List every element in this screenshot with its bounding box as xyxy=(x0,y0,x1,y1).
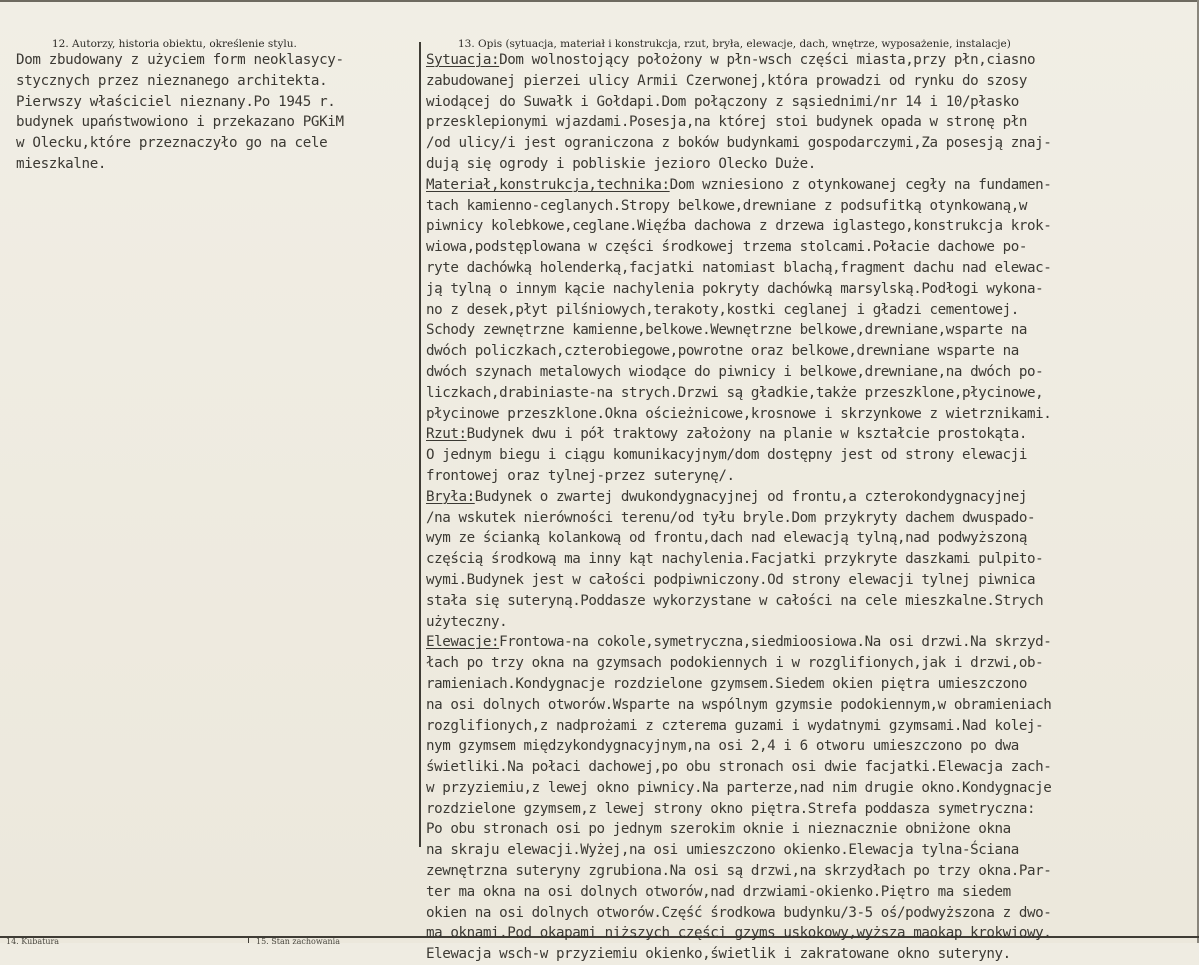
history-line: Dom zbudowany z użyciem form neoklasycy- xyxy=(16,52,344,68)
line-text: /od ulicy/i jest ograniczona z boków budynkami gospodarczymi,Za posesją znaj- xyxy=(426,135,1052,152)
line-text: ramieniach.Kondygnacje rozdzielone gzymsem.Siedem okien piętra umieszczono xyxy=(426,675,1027,692)
line-text: wiodącej do Suwałk i Gołdapi.Dom połączony z sąsiednimi/nr 14 i 10/płasko xyxy=(426,93,1019,110)
history-line: mieszkalne. xyxy=(16,155,107,172)
description-line xyxy=(426,716,1196,737)
section-label: Materiał,konstrukcja,technika: xyxy=(426,176,670,193)
column-divider xyxy=(419,42,421,847)
description-line xyxy=(426,736,1196,757)
line-text: częścią środkową ma inny kąt nachylenia.Facjatki przykryte daszkami pulpito- xyxy=(426,551,1044,568)
line-text: liczkach,drabiniaste-na strych.Drzwi są gładkie,także przeszklone,płycinowe, xyxy=(426,384,1044,401)
description-line xyxy=(426,632,1196,653)
line-text: Frontowa-na cokole,symetryczna,siedmioosiowa.Na osi drzwi.Na skrzyd- xyxy=(499,634,1052,651)
line-text: stała się suteryną.Poddasze wykorzystane w całości na cele mieszkalne.Strych xyxy=(426,592,1044,609)
description-line xyxy=(426,549,1196,570)
line-text: wiowa,podstęplowana w części środkowej trzema stolcami.Połacie dachowe po- xyxy=(426,239,1027,256)
footer-right-label: 15. Stan zachowania xyxy=(256,937,340,946)
line-text: /na wskutek nierówności terenu/od tyłu bryle.Dom przykryty dachem dwuspado- xyxy=(426,509,1036,526)
description-line xyxy=(426,424,1196,445)
line-text: na osi dolnych otworów.Wsparte na wspólnym gzymsie podokiennym,w obramieniach xyxy=(426,696,1052,713)
description-line xyxy=(426,320,1196,341)
section-label: Bryła: xyxy=(426,488,475,505)
description-line xyxy=(426,404,1196,425)
line-text: ma oknami.Pod okapami niższych części gzyms uskokowy,wyższa maokap krokwiowy. xyxy=(426,925,1052,942)
description-line xyxy=(426,300,1196,321)
description-line xyxy=(426,778,1196,799)
line-text: O jednym biegu i ciągu komunikacyjnym/dom dostępny jest od strony elewacji xyxy=(426,447,1027,464)
description-line xyxy=(426,923,1196,944)
history-line: stycznych przez nieznanego architekta. xyxy=(16,72,328,89)
line-text: użyteczny. xyxy=(426,613,508,630)
description-line xyxy=(426,362,1196,383)
description-line xyxy=(426,383,1196,404)
description-line xyxy=(426,237,1196,258)
description-line xyxy=(426,466,1196,487)
line-text: Po obu stronach osi po jednym szerokim oknie i nieznacznie obniżone okna xyxy=(426,821,1011,838)
line-text: Elewacja wsch-w przyziemiu okienko,świetlik i zakratowane okno suteryny. xyxy=(426,946,1011,963)
line-text: Budynek o zwartej dwukondygnacyjnej od frontu,a czterokondygnacyjnej xyxy=(474,488,1028,505)
description-line xyxy=(426,92,1196,113)
top-border xyxy=(0,0,1199,2)
description-line xyxy=(426,944,1196,965)
description-line xyxy=(426,757,1196,778)
history-line: budynek upaństwowiono i przekazano PGKiM xyxy=(16,114,344,131)
line-text: ryte dachówką holenderką,facjatki natomiast blachą,fragment dachu nad elewac- xyxy=(426,259,1052,276)
line-text: okien na osi dolnych otworów.Część środkowa budynku/3-5 oś/podwyższona z dwo- xyxy=(426,904,1052,921)
line-text: Dom wzniesiono z otynkowanej cegły na fundamen- xyxy=(669,176,1052,193)
line-text: w przyziemiu,z lewej okno piwnicy.Na parterze,nad nim drugie okno.Kondygnacje xyxy=(426,779,1052,796)
line-text: łach po trzy okna na gzymsach podokiennych i w rozglifionych,jak i drzwi,ob- xyxy=(426,655,1044,672)
line-text: rozdzielone gzymsem,z lewej strony okno piętra.Strefa poddasza symetryczna: xyxy=(426,800,1036,817)
description-line xyxy=(426,612,1196,633)
description-line xyxy=(426,258,1196,279)
description-line xyxy=(426,71,1196,92)
description-line xyxy=(426,695,1196,716)
line-text: Dom wolnostojący położony w płn-wsch części miasta,przy płn,ciasno xyxy=(499,52,1036,68)
description-line xyxy=(426,133,1196,154)
line-text: na skraju elewacji.Wyżej,na osi umieszczono okienko.Elewacja tylna-Ściana xyxy=(426,842,1019,859)
description-line xyxy=(426,840,1196,861)
line-text: wymi.Budynek jest w całości podpiwniczony.Od strony elewacji tylnej piwnica xyxy=(426,571,1036,588)
line-text: zewnętrzna suteryny zgrubiona.Na osi są drzwi,na skrzydłach po trzy okna.Par- xyxy=(426,863,1052,880)
description-line xyxy=(426,216,1196,237)
bottom-cell-divider xyxy=(248,936,249,943)
section-label: Sytuacja: xyxy=(426,52,500,68)
description-line xyxy=(426,50,1196,71)
description-line xyxy=(426,341,1196,362)
description-line xyxy=(426,175,1196,196)
line-text: przesklepionymi wjazdami.Posesja,na której stoi budynek opada w stronę płn xyxy=(426,114,1027,131)
line-text: frontowej oraz tylnej-przez suterynę/. xyxy=(426,467,735,484)
line-text: tach kamienno-ceglanych.Stropy belkowe,drewniane z podsufitką otynkowaną,w xyxy=(426,197,1027,214)
line-text: wym ze ścianką kolankową od frontu,dach nad elewacją tylną,nad podwyższoną xyxy=(426,530,1027,547)
footer-left-label: 14. Kubatura xyxy=(6,937,60,946)
description-line xyxy=(426,591,1196,612)
line-text: zabudowanej pierzei ulicy Armii Czerwonej,która prowadzi od rynku do szosy xyxy=(426,72,1027,89)
line-text: dują się ogrody i pobliskie jezioro Olecko Duże. xyxy=(426,155,816,172)
description-line xyxy=(426,196,1196,217)
description-line xyxy=(426,903,1196,924)
section-label: Elewacje: xyxy=(426,634,500,651)
description-line xyxy=(426,674,1196,695)
description-line xyxy=(426,861,1196,882)
description-line xyxy=(426,819,1196,840)
line-text: dwóch policzkach,czterobiegowe,powrotne oraz belkowe,drewniane wsparte na xyxy=(426,343,1019,360)
description-line xyxy=(426,445,1196,466)
description-line xyxy=(426,882,1196,903)
line-text: świetliki.Na połaci dachowej,po obu stronach osi dwie facjatki.Elewacja zach- xyxy=(426,759,1052,776)
description-line xyxy=(426,487,1196,508)
description-line xyxy=(426,570,1196,591)
line-text: płycinowe przeszklone.Okna ościeżnicowe,krosnowe i skrzynkowe z wietrznikami. xyxy=(426,405,1052,422)
description-line xyxy=(426,799,1196,820)
section-label: Rzut: xyxy=(426,426,467,443)
description-text xyxy=(426,50,1196,965)
history-text xyxy=(16,50,416,175)
line-text: nym gzymsem międzykondygnacyjnym,na osi 2,4 i 6 otworu umieszczono po dwa xyxy=(426,738,1019,755)
line-text: rozglifionych,z nadprożami z czterema guzami i wydatnymi gzymsami.Nad kolej- xyxy=(426,717,1044,734)
description-line xyxy=(426,279,1196,300)
line-text: Schody zewnętrzne kamienne,belkowe.Wewnętrzne belkowe,drewniane,wsparte na xyxy=(426,322,1027,339)
line-text: piwnicy kolebkowe,ceglane.Więźba dachowa z drzewa iglastego,konstrukcja krok- xyxy=(426,218,1052,235)
right-section-heading: 13. Opis (sytuacja, materiał i konstrukcja, rzut, bryła, elewacje, dach, wnętrze, wyposażenie, instalacje) xyxy=(458,38,1011,50)
line-text: dwóch szynach metalowych wiodące do piwnicy i belkowe,drewniane,na dwóch po- xyxy=(426,363,1044,380)
left-section-heading: 12. Autorzy, historia obiektu, określenie stylu. xyxy=(52,38,297,50)
description-line xyxy=(426,508,1196,529)
description-line xyxy=(426,653,1196,674)
line-text: no z desek,płyt pilśniowych,terakoty,kostki ceglanej i gładzi cementowej. xyxy=(426,301,1019,318)
description-line xyxy=(426,112,1196,133)
description-line xyxy=(426,154,1196,175)
history-line: w Olecku,które przeznaczyło go na cele xyxy=(16,135,328,152)
history-line: Pierwszy właściciel nieznany.Po 1945 r. xyxy=(16,93,336,110)
line-text: Budynek dwu i pół traktowy założony na planie w kształcie prostokąta. xyxy=(466,426,1027,443)
line-text: ją tylną o innym kącie nachylenia pokryty dachówką marsylską.Podłogi wykona- xyxy=(426,280,1044,297)
line-text: ter ma okna na osi dolnych otworów,nad drzwiami-okienko.Piętro ma siedem xyxy=(426,883,1011,900)
description-line xyxy=(426,528,1196,549)
